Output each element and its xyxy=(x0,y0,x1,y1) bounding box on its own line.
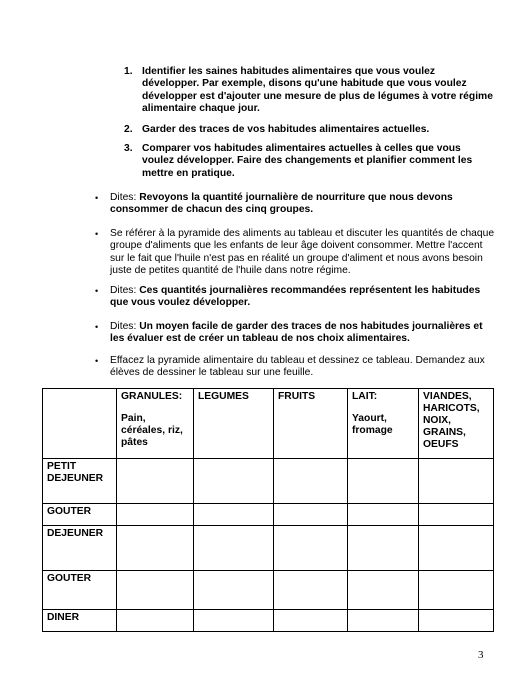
bullet-text: Se référer à la pyramide des aliments au tableau et discuter les quantités de chaque groupe d'aliments que les enfants de leur âge doivent consommer. Mettre l'accent sur le fait que l'huile n'est pas en réalité un groupe d'aliment et nous avons besoin juste de petites quantité de l'huile dans notre régime. xyxy=(110,228,495,277)
bullet-item xyxy=(95,355,495,380)
table-row xyxy=(43,459,494,504)
bullet-item xyxy=(95,228,495,278)
step-number: 1. xyxy=(124,66,133,77)
table-cell[interactable] xyxy=(274,459,348,504)
table-cell[interactable] xyxy=(348,571,419,610)
table-cell[interactable] xyxy=(117,504,194,526)
bullet-dot: • xyxy=(95,322,99,332)
column-header-label: FRUITS xyxy=(278,391,316,402)
table-cell[interactable] xyxy=(117,459,194,504)
step-item xyxy=(124,143,494,180)
bullet-bold-text: Ces quantités journalières recommandées représentent les habitudes que vous voulez développer. xyxy=(110,285,481,309)
column-header-label: GRANULES: xyxy=(121,391,183,402)
step-text: Comparer vos habitudes alimentaires actuelles à celles que vous voulez développer. Faire des changements et planifier comment les mettre en pratique. xyxy=(142,143,473,179)
bullet-item xyxy=(95,285,495,310)
table-row xyxy=(43,526,494,571)
row-label: DEJEUNER xyxy=(43,526,117,571)
table-cell[interactable] xyxy=(348,526,419,571)
table-cell[interactable] xyxy=(419,526,494,571)
table-cell[interactable] xyxy=(419,571,494,610)
column-header-sub: Yaourt, fromage xyxy=(352,413,393,436)
bullet-bold-text: Revoyons la quantité journalière de nourriture que nous devons consommer de chacun des cinq groupes. xyxy=(110,192,453,216)
step-text: Garder des traces de vos habitudes alimentaires actuelles. xyxy=(142,123,430,135)
table-header-cell xyxy=(194,389,274,459)
table-cell[interactable] xyxy=(274,571,348,610)
table-cell[interactable] xyxy=(194,610,274,632)
page-number: 3 xyxy=(478,649,484,661)
bullet-bold-text: Un moyen facile de garder des traces de nos habitudes journalières et les évaluer est de créer un tableau de nos choix alimentaires. xyxy=(110,321,483,345)
table-cell[interactable] xyxy=(419,610,494,632)
row-label: GOUTER xyxy=(43,504,117,526)
bullet-dot: • xyxy=(95,356,99,366)
table-header-cell xyxy=(117,389,194,459)
column-header-label: LAIT: xyxy=(352,391,378,402)
row-label: DINER xyxy=(43,610,117,632)
bullet-text xyxy=(110,192,495,217)
table-cell[interactable] xyxy=(194,526,274,571)
row-label: GOUTER xyxy=(43,571,117,610)
bullet-text xyxy=(110,321,495,346)
table-header-row xyxy=(43,389,494,459)
table-cell[interactable] xyxy=(194,504,274,526)
table-cell[interactable] xyxy=(348,610,419,632)
table-row xyxy=(43,610,494,632)
bullet-lead: Dites: xyxy=(110,285,140,296)
table-cell[interactable] xyxy=(348,459,419,504)
step-number: 3. xyxy=(124,143,133,155)
table-header-cell xyxy=(274,389,348,459)
table-cell[interactable] xyxy=(117,571,194,610)
table-cell[interactable] xyxy=(419,459,494,504)
table-header-cell xyxy=(419,389,494,459)
row-label: PETIT DEJEUNER xyxy=(43,459,117,504)
bullet-lead: Dites: xyxy=(110,321,140,332)
bullet-dot: • xyxy=(95,229,99,239)
step-item xyxy=(124,124,494,136)
bullet-lead: Dites: xyxy=(110,192,140,203)
table-cell[interactable] xyxy=(194,459,274,504)
column-header-label: LEGUMES xyxy=(198,391,249,402)
bullet-text: Effacez la pyramide alimentaire du tableau et dessinez ce tableau. Demandez aux élèves de dessiner le tableau sur une feuille. xyxy=(110,355,485,379)
table-cell[interactable] xyxy=(194,571,274,610)
step-number: 2. xyxy=(124,123,133,135)
bullet-text xyxy=(110,285,495,310)
numbered-steps xyxy=(124,66,494,180)
table-cell[interactable] xyxy=(348,504,419,526)
column-header-label: VIANDES, HARICOTS, NOIX, GRAINS, OEUFS xyxy=(423,391,480,450)
table-cell[interactable] xyxy=(274,504,348,526)
bullet-dot: • xyxy=(95,193,99,203)
table-cell[interactable] xyxy=(117,526,194,571)
table-cell[interactable] xyxy=(274,526,348,571)
bullet-dot: • xyxy=(95,286,99,296)
food-tracking-table xyxy=(42,388,494,632)
bullet-item xyxy=(95,321,495,346)
table-row xyxy=(43,504,494,526)
table-cell[interactable] xyxy=(419,504,494,526)
table-cell[interactable] xyxy=(274,610,348,632)
table-cell[interactable] xyxy=(117,610,194,632)
table-header-corner xyxy=(43,389,117,459)
table-row xyxy=(43,571,494,610)
step-text: Identifier les saines habitudes alimentaires que vous voulez développer. Par exemple, disons qu'une habitude que vous voulez développer est d'ajouter une mesure de plus de légumes à votre régime alimentaire chaque jour. xyxy=(142,66,493,115)
table-header-cell xyxy=(348,389,419,459)
bullet-item xyxy=(95,192,495,217)
column-header-sub: Pain, céréales, riz, pâtes xyxy=(121,413,183,448)
step-item xyxy=(124,66,494,116)
